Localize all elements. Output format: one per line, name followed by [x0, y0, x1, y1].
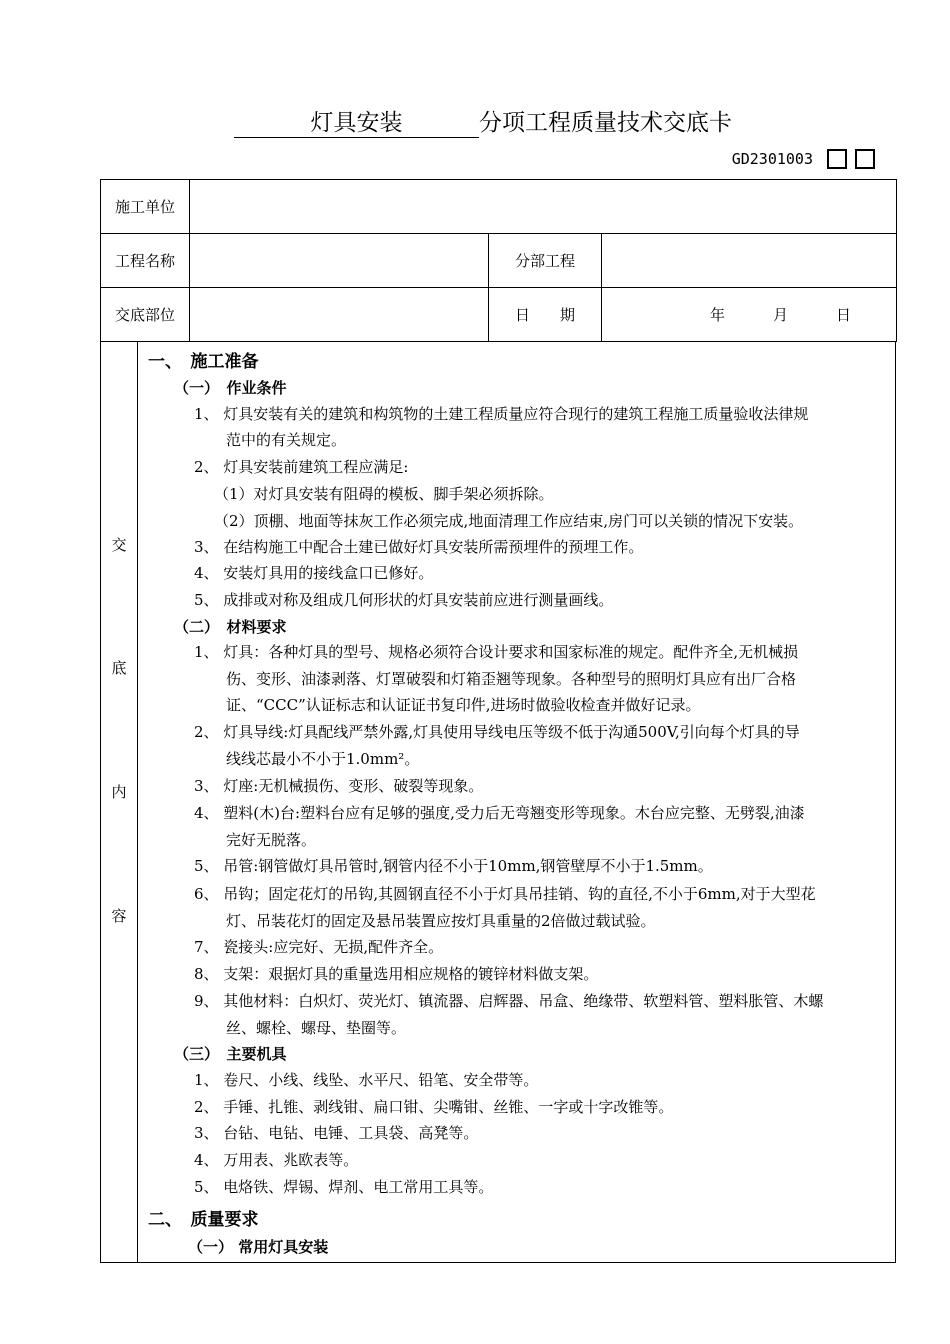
- list-item: 3、 灯座:无机械损伤、变形、破裂等现象。: [194, 777, 484, 795]
- list-item: 1、 灯具：各种灯具的型号、规格必须符合设计要求和国家标准的规定。配件齐全,无机械损: [194, 643, 799, 661]
- list-item: 3、 台钻、电钻、电锤、工具袋、高凳等。: [194, 1124, 479, 1142]
- subsection-heading: （一） 常用灯具安装: [188, 1238, 329, 1256]
- list-item: 9、 其他材料：白炽灯、荧光灯、镇流器、启辉器、吊盒、绝缘带、软塑料管、塑料胀管、木螺: [194, 992, 824, 1010]
- content-body: [138, 341, 895, 1262]
- section-heading: 一、 施工准备: [148, 352, 259, 372]
- document-title: [234, 106, 794, 140]
- list-item-cont: 灯、吊装花灯的固定及悬吊装置应按灯具重量的2倍做过载试验。: [226, 912, 656, 930]
- code-checkbox-1[interactable]: [827, 149, 847, 169]
- list-item: 4、 塑料(木)台:塑料台应有足够的强度,受力后无弯翘变形等现象。木台应完整、无劈裂,油漆: [194, 804, 805, 822]
- list-item: 5、 成排或对称及组成几何形状的灯具安装前应进行测量画线。: [194, 591, 614, 609]
- list-item-cont: 范中的有关规定。: [226, 431, 347, 449]
- list-item: 7、 瓷接头:应完好、无损,配件齐全。: [194, 938, 444, 956]
- date-value[interactable]: [602, 288, 897, 342]
- division-label: 分部工程: [489, 234, 602, 288]
- unit-label: 施工单位: [101, 180, 190, 234]
- list-item-cont: 证、“CCC”认证标志和认证证书复印件,进场时做验收检查并做好记录。: [226, 696, 701, 714]
- row-unit: [101, 180, 897, 234]
- date-year: 年: [710, 306, 726, 324]
- section-heading: 二、 质量要求: [148, 1210, 259, 1230]
- side-label-3: 内: [111, 783, 127, 801]
- row-part: [101, 288, 897, 342]
- doc-code: GD2301003: [731, 150, 813, 168]
- subsection-heading: （二） 材料要求: [174, 618, 287, 636]
- code-checkbox-2[interactable]: [855, 149, 875, 169]
- side-label-column: [101, 341, 138, 1262]
- list-item: 6、 吊钩；固定花灯的吊钩,其圆钢直径不小于灯具吊挂销、钩的直径,不小于6mm,对于大型花: [194, 885, 816, 903]
- unit-value[interactable]: [190, 180, 897, 234]
- part-label: 交底部位: [101, 288, 190, 342]
- list-item: 2、 灯具导线:灯具配线严禁外露,灯具使用导线电压等级不低于沟通500V,引向每个灯具的导: [194, 723, 800, 741]
- date-day: 日: [836, 306, 852, 324]
- list-item: 3、 在结构施工中配合土建已做好灯具安装所需预埋件的预埋工作。: [194, 538, 644, 556]
- side-label-1: 交: [111, 536, 127, 554]
- list-subitem: （1）对灯具安装有阻碍的模板、脚手架必须拆除。: [214, 485, 554, 503]
- list-item: 2、 灯具安装前建筑工程应满足:: [194, 458, 409, 476]
- list-item-cont: 线线芯最小不小于1.0mm²。: [226, 750, 420, 768]
- title-suffix: 分项工程质量技术交底卡: [479, 110, 732, 136]
- project-value[interactable]: [190, 234, 489, 288]
- list-item: 1、 灯具安装有关的建筑和构筑物的土建工程质量应符合现行的建筑工程施工质量验收法律规: [194, 405, 809, 423]
- list-item: 1、 卷尺、小线、线坠、水平尺、铅笔、安全带等。: [194, 1071, 539, 1089]
- list-item-cont: 伤、变形、油漆剥落、灯罩破裂和灯箱歪翘等现象。各种型号的照明灯具应有出厂合格: [226, 670, 797, 688]
- header-table: [100, 179, 897, 342]
- subsection-heading: （一） 作业条件: [174, 379, 287, 397]
- row-project: [101, 234, 897, 288]
- side-label-4: 容: [111, 907, 127, 925]
- list-item: 4、 安装灯具用的接线盒口已修好。: [194, 564, 434, 582]
- list-item-cont: 完好无脱落。: [226, 831, 317, 849]
- list-item: 5、 电烙铁、焊锡、焊剂、电工常用工具等。: [194, 1178, 494, 1196]
- list-item: 2、 手锤、扎锥、剥线钳、扁口钳、尖嘴钳、丝锥、一字或十字改锥等。: [194, 1098, 674, 1116]
- list-item: 4、 万用表、兆欧表等。: [194, 1151, 359, 1169]
- list-subitem: （2）顶棚、地面等抹灰工作必须完成,地面清理工作应结束,房门可以关锁的情况下安装。: [214, 512, 804, 530]
- project-label: 工程名称: [101, 234, 190, 288]
- content-box: [100, 341, 896, 1263]
- date-month: 月: [773, 306, 789, 324]
- division-value[interactable]: [602, 234, 897, 288]
- list-item: 8、 支架：艰据灯具的重量选用相应规格的镀锌材料做支架。: [194, 965, 599, 983]
- side-label-2: 底: [111, 659, 127, 677]
- subsection-heading: （三） 主要机具: [174, 1045, 287, 1063]
- list-item-cont: 丝、螺栓、螺母、垫圈等。: [226, 1019, 407, 1037]
- date-label: 日 期: [489, 288, 602, 342]
- title-subject: 灯具安装: [234, 109, 479, 138]
- doc-code-row: [700, 146, 875, 172]
- list-item: 5、 吊管:钢管做灯具吊管时,钢管内径不小于10mm,钢管壁厚不小于1.5mm。: [194, 857, 713, 875]
- part-value[interactable]: [190, 288, 489, 342]
